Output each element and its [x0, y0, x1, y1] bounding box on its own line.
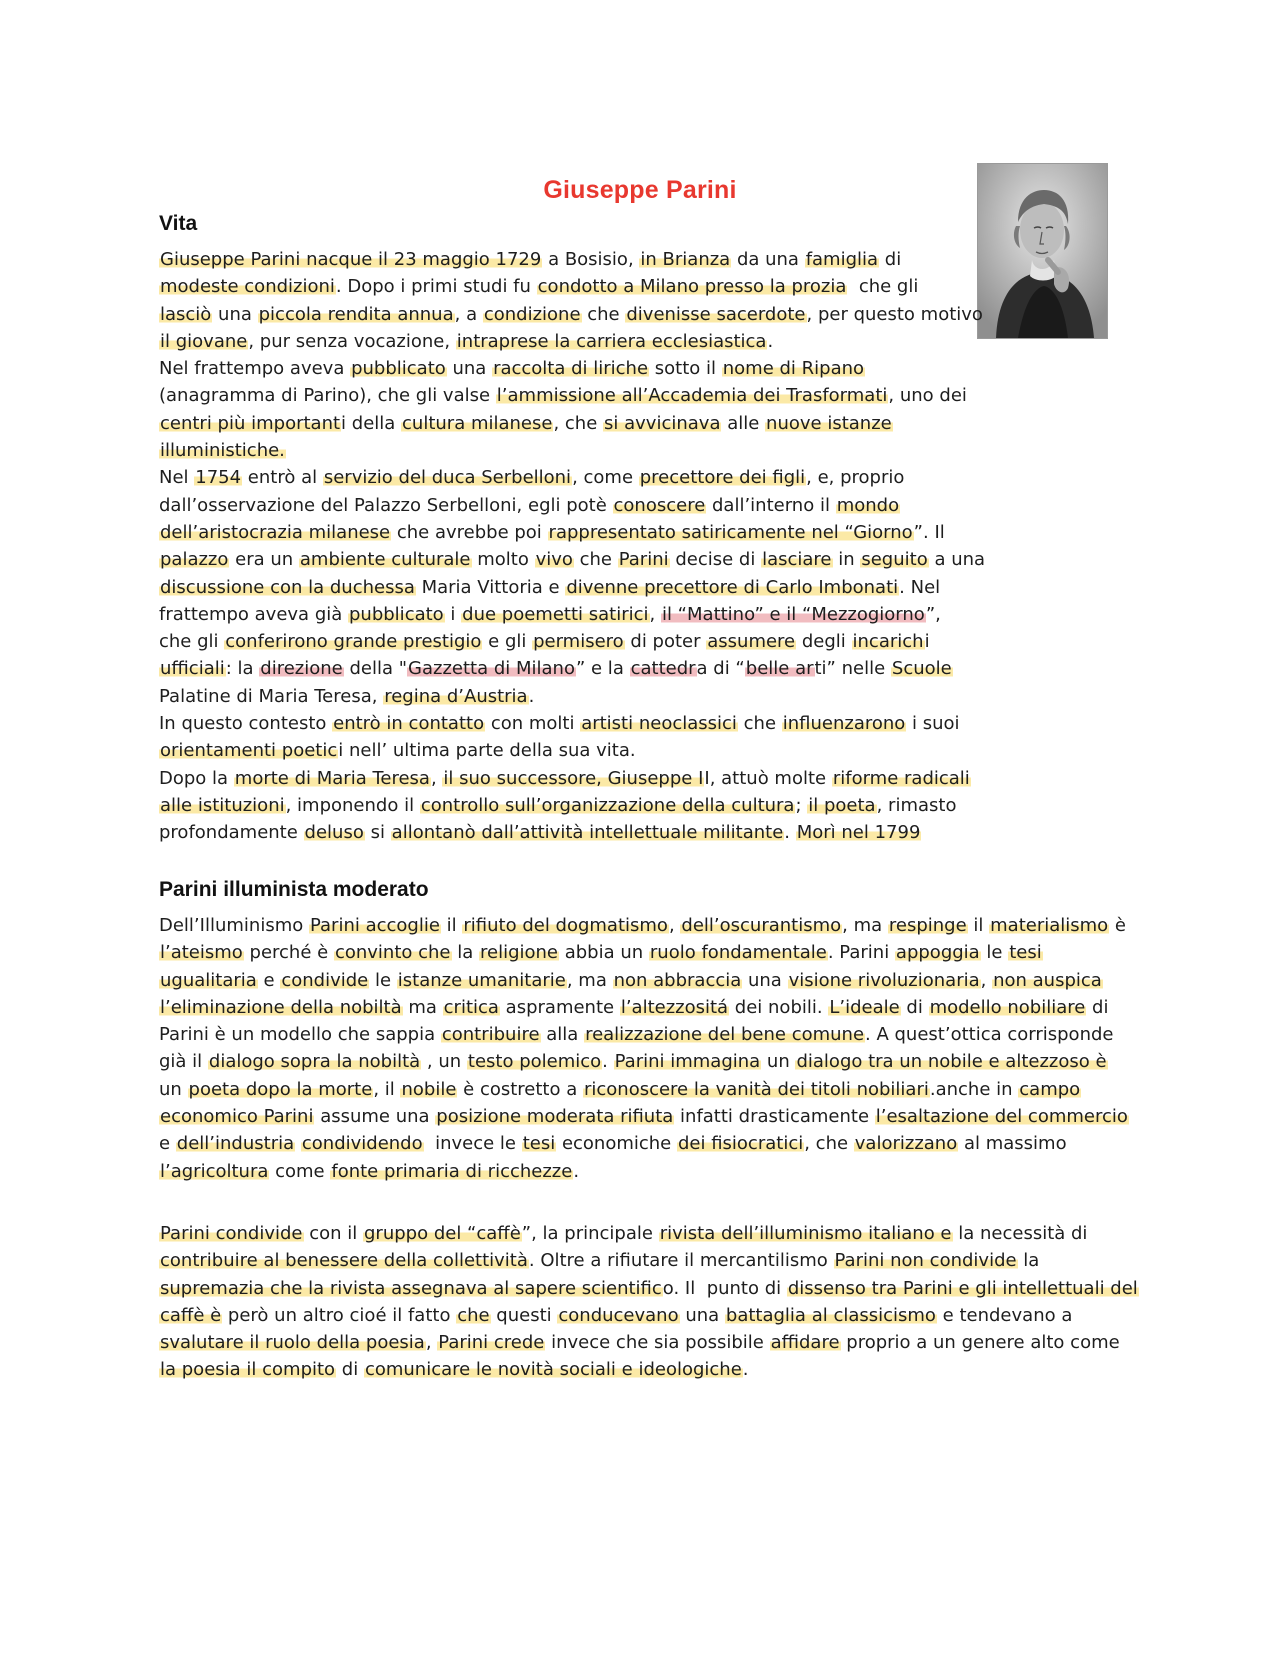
text-run: Parini è un modello che sappia	[159, 1024, 441, 1046]
highlight-yellow: l’esaltazione del commercio	[875, 1106, 1128, 1128]
highlight-yellow: seguito	[861, 549, 928, 571]
text-line	[159, 546, 985, 573]
highlight-yellow: pubblicato	[349, 603, 444, 625]
highlight-yellow: l’ammissione all’Accademia dei Trasformati	[496, 385, 888, 407]
text-run: che	[581, 303, 626, 325]
text-run: profondamente	[159, 822, 304, 844]
text-run: già il	[159, 1051, 208, 1073]
text-line	[159, 492, 985, 519]
text-run: (anagramma di Parino), che gli valse	[159, 385, 496, 407]
text-run: abbia un	[559, 942, 649, 964]
highlight-yellow: posizione moderata rifiuta	[436, 1106, 674, 1128]
document-title: Giuseppe Parini	[543, 176, 737, 204]
text-run: , rimasto	[876, 794, 957, 816]
highlight-yellow: svalutare il ruolo della poesia	[160, 1332, 425, 1354]
highlight-yellow: lasciare	[762, 549, 832, 571]
highlight-yellow: deluso	[304, 822, 364, 844]
text-line	[159, 1220, 1139, 1247]
text-run: aspramente	[499, 996, 620, 1018]
highlight-yellow: artisti neoclassici	[581, 713, 737, 735]
text-run: che	[737, 713, 782, 735]
text-line	[159, 355, 985, 382]
text-line	[159, 683, 985, 710]
highlight-yellow: ruolo fondamentale	[649, 942, 827, 964]
highlight-red: cattedr	[630, 658, 696, 680]
text-run: .anche in	[929, 1078, 1019, 1100]
text-run: i nell’ ultima parte della sua vita.	[338, 740, 636, 762]
highlight-yellow: divenne precettore di Carlo Imbonati	[566, 576, 899, 598]
highlight-yellow: poeta dopo la morte	[188, 1078, 373, 1100]
text-run: ”. Il	[913, 521, 945, 543]
text-run	[295, 1133, 301, 1154]
highlight-red: belle ar	[745, 658, 814, 680]
text-run: ,	[649, 603, 661, 625]
highlight-yellow: dialogo tra un nobile e altezzoso è	[796, 1051, 1107, 1073]
text-line	[159, 273, 985, 300]
text-run: invece le	[423, 1133, 522, 1155]
text-run: , uno dei	[888, 385, 967, 407]
text-run: ” e la	[575, 658, 630, 680]
highlight-yellow: battaglia al classicismo	[725, 1304, 936, 1326]
highlight-yellow: condividendo	[301, 1133, 423, 1155]
text-line	[159, 655, 985, 682]
text-run: invece che sia possibile	[545, 1332, 770, 1354]
highlight-yellow: incarich	[852, 631, 924, 653]
highlight-red: Gazzetta di Milano	[408, 658, 575, 680]
text-line	[159, 939, 1129, 966]
highlight-yellow: l’altezzositá	[620, 996, 729, 1018]
text-run: , che	[553, 412, 604, 434]
highlight-yellow: cultura milanese	[402, 412, 553, 434]
highlight-yellow: ufficiali	[160, 658, 225, 680]
highlight-yellow: istanze umanitarie	[397, 969, 566, 991]
text-run: , per questo motivo	[806, 303, 983, 325]
text-line	[159, 437, 985, 464]
highlight-yellow: mondo	[836, 494, 900, 516]
text-run: il	[967, 915, 990, 936]
highlight-yellow: conoscere	[613, 494, 706, 516]
text-line	[159, 967, 1129, 994]
text-run: , e, proprio	[806, 467, 905, 489]
text-run: Palatine di Maria Teresa,	[159, 685, 384, 707]
text-line	[159, 1158, 1129, 1185]
text-run: è	[1109, 915, 1126, 936]
text-run: un	[159, 1078, 188, 1100]
highlight-yellow: tesi	[522, 1133, 556, 1155]
text-run: di	[336, 1359, 364, 1381]
highlight-yellow: si avvicinava	[604, 412, 721, 434]
text-run: e	[159, 1133, 176, 1155]
text-run: ,	[980, 969, 993, 991]
highlight-yellow: dell’aristocrazia milanese	[160, 521, 391, 543]
text-run: , come	[572, 467, 639, 489]
text-run: la necessità di	[952, 1223, 1088, 1244]
text-run: entrò al	[242, 467, 323, 489]
highlight-yellow: l’agricoltura	[160, 1160, 269, 1182]
highlight-yellow: condivide	[281, 969, 369, 991]
highlight-yellow: fonte primaria di ricchezze	[331, 1160, 573, 1182]
highlight-yellow: dei fisiocratici	[677, 1133, 804, 1155]
highlight-yellow: Morì nel 1799	[796, 822, 921, 844]
text-run: le	[980, 942, 1009, 964]
highlight-yellow: visione rivoluzionaria	[788, 969, 980, 991]
highlight-yellow: morte di Maria Teresa	[234, 767, 430, 789]
text-run: come	[269, 1160, 331, 1182]
text-run: proprio a un genere alto come	[840, 1332, 1120, 1354]
text-run: le	[369, 969, 397, 991]
highlight-yellow: rivista dell’illuminismo italiano e	[659, 1223, 952, 1244]
text-run: che gli	[159, 631, 225, 653]
text-line	[159, 994, 1129, 1021]
highlight-yellow: entrò in contatto	[333, 713, 485, 735]
text-run: in	[832, 549, 861, 571]
text-line	[159, 1021, 1129, 1048]
text-run: assume una	[314, 1106, 436, 1128]
highlight-yellow: l’eliminazione della nobiltà	[160, 996, 402, 1018]
text-run: .	[573, 1160, 580, 1182]
text-line	[159, 1103, 1129, 1130]
text-run: i della	[341, 412, 402, 434]
highlight-yellow: appoggia	[895, 942, 980, 964]
highlight-yellow: alle istituzioni	[160, 794, 285, 816]
text-line	[159, 519, 985, 546]
highlight-yellow: vivo	[535, 549, 573, 571]
text-run: che avrebbe poi	[391, 521, 548, 543]
highlight-yellow: supremazia che la rivista assegnava al sapere scientific	[160, 1277, 662, 1299]
highlight-yellow: materialismo	[990, 915, 1109, 936]
highlight-yellow: riforme radicali	[832, 767, 970, 789]
highlight-yellow: divenisse sacerdote	[626, 303, 806, 325]
paragraph-vita	[159, 246, 985, 847]
highlight-yellow: caffè è	[160, 1304, 222, 1326]
highlight-yellow: Parini immagina	[614, 1051, 761, 1073]
text-run: , un	[421, 1051, 467, 1073]
text-line	[159, 1130, 1129, 1157]
highlight-yellow: il poeta	[808, 794, 876, 816]
text-run: dei nobili.	[729, 996, 829, 1018]
text-line	[159, 382, 985, 409]
highlight-yellow: testo polemico	[467, 1051, 602, 1073]
highlight-yellow: non auspica	[993, 969, 1102, 991]
highlight-yellow: conferirono grande prestigio	[225, 631, 482, 653]
text-run: I, attuò molte	[704, 767, 832, 789]
text-run: a di “	[696, 658, 745, 680]
text-run: Maria Vittoria e	[415, 576, 566, 598]
text-run: con molti	[485, 713, 581, 735]
highlight-yellow: influenzarono	[782, 713, 906, 735]
text-run: . Nel	[899, 576, 941, 598]
text-run: ma	[402, 996, 443, 1018]
text-run: il	[440, 915, 463, 936]
text-run: ”,	[925, 603, 941, 625]
text-run: : la	[225, 658, 260, 680]
highlight-yellow: regina d’Austria	[384, 685, 528, 707]
text-run: economiche	[556, 1133, 677, 1155]
text-run: Nel frattempo aveva	[159, 358, 351, 380]
highlight-yellow: il giovane	[160, 330, 248, 352]
text-run: una	[446, 358, 493, 380]
highlight-yellow: condizione	[483, 303, 581, 325]
section-heading-illuminista: Parini illuminista moderato	[159, 878, 429, 901]
paragraph-caffe	[159, 1220, 1139, 1384]
text-run: ;	[795, 794, 808, 816]
highlight-yellow: valorizzano	[854, 1133, 958, 1155]
text-run: In questo contesto	[159, 713, 333, 735]
highlight-yellow: riconoscere la vanità dei titoli nobiliari	[583, 1078, 929, 1100]
highlight-yellow: nuove istanze	[766, 412, 892, 434]
text-run: i	[444, 603, 462, 625]
highlight-yellow: la poesia il compito	[160, 1359, 336, 1381]
highlight-yellow: Scuole	[891, 658, 952, 680]
text-line	[159, 328, 985, 355]
highlight-yellow: affidare	[770, 1332, 840, 1354]
text-run: però un altro cioé il fatto	[222, 1304, 457, 1326]
text-line	[159, 1247, 1139, 1274]
paragraph-illuminista	[159, 912, 1129, 1185]
text-run: con il	[303, 1223, 363, 1244]
highlight-red: direzione	[260, 658, 343, 680]
text-run: . Oltre a rifiutare il mercantilismo	[528, 1250, 834, 1272]
highlight-red: il “Mattino” e il “Mezzogiorno	[661, 603, 925, 625]
text-run: .	[528, 685, 535, 707]
highlight-yellow: dell’industria	[176, 1133, 295, 1155]
text-run: è costretto a	[457, 1078, 583, 1100]
text-run: , a	[454, 303, 483, 325]
highlight-yellow: piccola rendita annua	[258, 303, 454, 325]
text-line	[159, 1275, 1139, 1302]
text-line	[159, 301, 985, 328]
text-run: .	[767, 330, 774, 352]
highlight-yellow: modeste condizioni	[160, 276, 335, 298]
highlight-yellow: centri più important	[160, 412, 341, 434]
text-run: di poter	[624, 631, 707, 653]
text-run: e gli	[482, 631, 533, 653]
highlight-yellow: allontanò dall’attività intellettuale militante	[391, 822, 784, 844]
highlight-yellow: rifiuto del dogmatismo	[463, 915, 668, 936]
text-run: da una	[731, 249, 805, 270]
text-run: un	[761, 1051, 796, 1073]
highlight-yellow: Parini crede	[438, 1332, 545, 1354]
text-run: era un	[229, 549, 299, 571]
text-run: perché è	[243, 942, 334, 964]
text-line	[159, 246, 985, 273]
highlight-yellow: famiglia	[805, 249, 879, 270]
highlight-yellow: non abbraccia	[613, 969, 742, 991]
text-run: che gli	[847, 276, 919, 298]
highlight-yellow: tesi	[1009, 942, 1042, 964]
highlight-yellow: Giuseppe Parini nacque il 23 maggio 1729	[160, 249, 542, 270]
highlight-yellow: contribuire al benessere della collettività	[160, 1250, 528, 1272]
highlight-yellow: permisero	[533, 631, 624, 653]
text-run: alle	[721, 412, 766, 434]
text-run: .	[784, 822, 796, 844]
highlight-yellow: realizzazione del bene comune	[585, 1024, 865, 1046]
text-run: , il	[373, 1078, 401, 1100]
text-run: una	[742, 969, 788, 991]
highlight-yellow: gruppo del “caffè	[364, 1223, 521, 1244]
highlight-yellow: condotto a Milano presso la prozia	[537, 276, 847, 298]
highlight-yellow: due poemetti satirici	[462, 603, 649, 625]
highlight-yellow: intraprese la carriera ecclesiastica	[456, 330, 767, 352]
text-run: Dopo la	[159, 767, 234, 789]
text-run: a Bosisio,	[542, 249, 640, 270]
text-run: a una	[928, 549, 986, 571]
text-run: dall’osservazione del Palazzo Serbelloni, egli potè	[159, 494, 613, 516]
highlight-yellow: orientamenti poetic	[160, 740, 338, 762]
text-run: di	[900, 996, 929, 1018]
text-run: di	[879, 249, 902, 270]
text-line	[159, 710, 985, 737]
text-run: questi	[490, 1304, 558, 1326]
highlight-yellow: campo	[1019, 1078, 1081, 1100]
text-line	[159, 1076, 1129, 1103]
highlight-yellow: discussione con la duchessa	[160, 576, 415, 598]
text-line	[159, 601, 985, 628]
text-run: alla	[540, 1024, 585, 1046]
text-run: . Parini	[827, 942, 895, 964]
text-run: ”, la principale	[521, 1223, 659, 1244]
highlight-yellow: comunicare le novità sociali e ideologiche	[364, 1359, 742, 1381]
text-run: che	[573, 549, 618, 571]
text-run: la	[451, 942, 479, 964]
text-run: , ma	[566, 969, 613, 991]
text-run: al massimo	[958, 1133, 1067, 1155]
highlight-yellow: il suo successore, Giuseppe I	[443, 767, 704, 789]
text-run: ,	[430, 767, 443, 789]
text-run: decise di	[669, 549, 762, 571]
text-line	[159, 1048, 1129, 1075]
text-line	[159, 628, 985, 655]
highlight-yellow: conducevano	[558, 1304, 679, 1326]
text-run: ,	[425, 1332, 438, 1354]
highlight-yellow: nobile	[401, 1078, 457, 1100]
text-run: una	[212, 303, 258, 325]
highlight-yellow: l’ateismo	[160, 942, 243, 964]
text-line	[159, 410, 985, 437]
highlight-yellow: contribuire	[441, 1024, 540, 1046]
text-line	[159, 819, 985, 846]
text-run: sotto il	[649, 358, 722, 380]
text-run: , che	[804, 1133, 854, 1155]
text-run: della "	[343, 658, 408, 680]
text-run: , ma	[842, 915, 888, 936]
highlight-yellow: Parini	[618, 549, 669, 571]
highlight-yellow: 1754	[195, 467, 242, 489]
highlight-yellow: servizio del duca Serbelloni	[323, 467, 572, 489]
text-run: ti” nelle	[814, 658, 891, 680]
text-line	[159, 1329, 1139, 1356]
text-run: . A quest’ottica corrisponde	[865, 1024, 1114, 1046]
highlight-yellow: critica	[443, 996, 499, 1018]
text-run: .	[742, 1359, 749, 1381]
text-line	[159, 765, 985, 792]
text-run: degli	[796, 631, 852, 653]
text-run: .	[602, 1051, 614, 1073]
highlight-yellow: precettore dei figli	[639, 467, 806, 489]
highlight-yellow: dell’oscurantismo	[681, 915, 842, 936]
highlight-yellow: convinto che	[334, 942, 451, 964]
text-run: e tendevano a	[936, 1304, 1073, 1326]
text-line	[159, 912, 1129, 939]
highlight-yellow: dialogo sopra la nobiltà	[208, 1051, 421, 1073]
text-run: ,	[668, 915, 681, 936]
highlight-yellow: assumere	[707, 631, 796, 653]
highlight-yellow: L’ideale	[829, 996, 900, 1018]
text-run: molto	[471, 549, 535, 571]
text-line	[159, 1302, 1139, 1329]
text-run: o. Il punto di	[662, 1277, 787, 1299]
highlight-yellow: rappresentato satiricamente nel “Giorno	[548, 521, 913, 543]
highlight-yellow: raccolta di liriche	[493, 358, 649, 380]
highlight-yellow: controllo sull’organizzazione della cultura	[420, 794, 795, 816]
highlight-yellow: palazzo	[160, 549, 229, 571]
highlight-yellow: ambiente culturale	[299, 549, 471, 571]
text-run: infatti drasticamente	[674, 1106, 875, 1128]
text-run: . Dopo i primi studi fu	[335, 276, 537, 298]
text-line	[159, 792, 985, 819]
text-line	[159, 737, 985, 764]
text-run: e	[257, 969, 281, 991]
text-run: , imponendo il	[285, 794, 420, 816]
text-run: di	[1086, 996, 1109, 1018]
text-run: la	[1017, 1250, 1040, 1272]
highlight-yellow: Parini condivide	[160, 1223, 303, 1244]
highlight-yellow: illuministiche.	[160, 440, 285, 462]
text-run: , pur senza vocazione,	[248, 330, 456, 352]
text-run: una	[679, 1304, 725, 1326]
text-line	[159, 574, 985, 601]
highlight-yellow: religione	[479, 942, 558, 964]
text-run: i suoi	[906, 713, 960, 735]
section-heading-vita: Vita	[159, 212, 198, 235]
highlight-yellow: modello nobiliare	[929, 996, 1086, 1018]
highlight-yellow: Parini accoglie	[309, 915, 440, 936]
text-run: Nel	[159, 467, 195, 489]
text-line	[159, 464, 985, 491]
text-run: Dell’Illuminismo	[159, 915, 309, 936]
highlight-yellow: che	[457, 1304, 490, 1326]
highlight-yellow: economico Parini	[160, 1106, 314, 1128]
text-line	[159, 1356, 1139, 1383]
highlight-yellow: pubblicato	[351, 358, 446, 380]
text-run: dall’interno il	[706, 494, 836, 516]
text-run: si	[364, 822, 391, 844]
highlight-yellow: in Brianza	[640, 249, 731, 270]
highlight-yellow: ugualitaria	[160, 969, 257, 991]
text-run: frattempo aveva già	[159, 603, 348, 625]
highlight-yellow: dissenso tra Parini e gli intellettuali del	[787, 1277, 1138, 1299]
highlight-yellow: Parini non condivide	[834, 1250, 1017, 1272]
highlight-yellow: nome di Ripano	[722, 358, 865, 380]
highlight-yellow: respinge	[888, 915, 967, 936]
highlight-yellow: lasciò	[160, 303, 212, 325]
text-run: i	[924, 631, 930, 653]
